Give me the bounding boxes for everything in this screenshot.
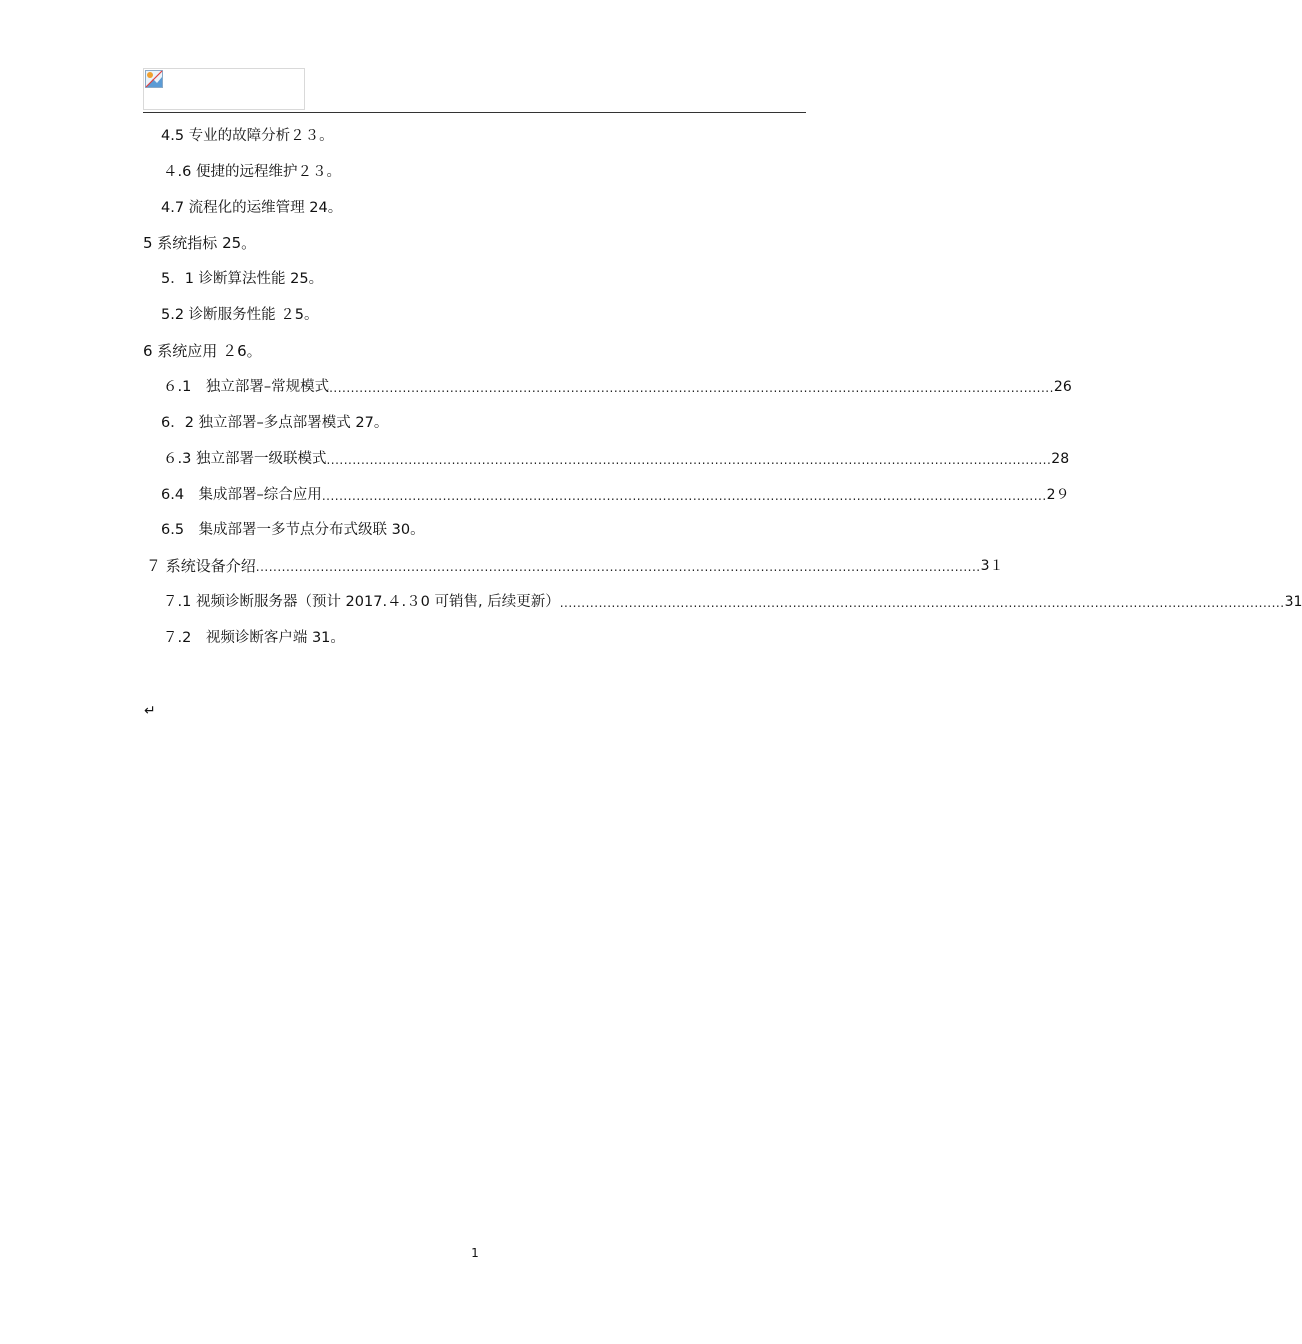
header-rule — [143, 112, 806, 113]
toc-entry-5[interactable] — [143, 232, 806, 254]
toc-entry-5-1[interactable] — [161, 268, 806, 290]
paragraph-mark: ↵ — [144, 703, 156, 719]
toc-entry-7-2[interactable] — [163, 627, 806, 649]
toc-entry-6-1[interactable] — [163, 376, 1072, 398]
header-logo-placeholder — [143, 68, 305, 110]
dot-leader: ........................................................................................................................................................................ — [255, 560, 981, 574]
toc-entry-4-6[interactable] — [163, 161, 806, 183]
toc-entry-4-7[interactable] — [161, 197, 806, 219]
toc-entry-6-4[interactable] — [161, 484, 1070, 506]
dot-leader: ........................................................................................................................................................................ — [326, 453, 1052, 467]
dot-leader: ........................................................................................................................................................................ — [329, 381, 1054, 395]
toc-entry-6-3[interactable] — [163, 448, 1070, 470]
toc-entry-page: 28 — [1051, 451, 1070, 467]
toc-entry-6-5[interactable] — [161, 519, 806, 541]
toc-entry-label: 6.4 集成部署–综合应用 — [161, 487, 322, 503]
toc-entry-label: ７ 系统设备介绍 — [146, 557, 256, 575]
toc-entry-label: 5 系统指标 25。 — [143, 234, 257, 252]
toc-entry-label: 6.5 集成部署一多节点分布式级联 30。 — [161, 522, 425, 538]
toc-entry-4-5[interactable] — [161, 125, 806, 147]
dot-leader: ........................................................................................................................................................................ — [321, 489, 1047, 503]
toc-entry-label: ６.3 独立部署一级联模式 — [163, 451, 327, 467]
page-number: 1 — [471, 1246, 479, 1260]
toc-entry-label: 5.2 诊断服务性能 ２5。 — [161, 307, 319, 323]
toc-entry-label: 6．2 独立部署–多点部署模式 27。 — [161, 415, 389, 431]
dot-leader: ........................................................................................................................................................................ — [559, 596, 1285, 610]
toc-entry-5-2[interactable] — [161, 304, 806, 326]
toc-entry-label: 6 系统应用 ２6。 — [143, 342, 262, 360]
toc-entry-page: 3１ — [980, 558, 1004, 574]
broken-image-icon — [145, 70, 163, 88]
toc-entry-7-1[interactable] — [163, 591, 1302, 613]
toc-entry-7[interactable] — [146, 555, 1004, 577]
toc-entry-label: 5．1 诊断算法性能 25。 — [161, 271, 324, 287]
toc-entry-label: 4.5 专业的故障分析２３。 — [161, 128, 334, 144]
toc-entry-label: ７.1 视频诊断服务器（预计 2017.４.３0 可销售, 后续更新） — [163, 594, 560, 610]
toc-entry-6-2[interactable] — [161, 412, 806, 434]
toc-entry-6[interactable] — [143, 340, 806, 362]
toc-entry-page: 2９ — [1046, 487, 1070, 503]
toc-entry-label: ７.2 视频诊断客户端 31。 — [163, 630, 345, 646]
toc-entry-label: ６.1 独立部署–常规模式 — [163, 379, 330, 395]
toc-entry-page: 31 — [1284, 594, 1302, 610]
toc-entry-label: 4.7 流程化的运维管理 24。 — [161, 200, 343, 216]
toc-entry-label: ４.6 便捷的远程维护２３。 — [163, 164, 341, 180]
toc-entry-page: 26 — [1053, 379, 1072, 395]
